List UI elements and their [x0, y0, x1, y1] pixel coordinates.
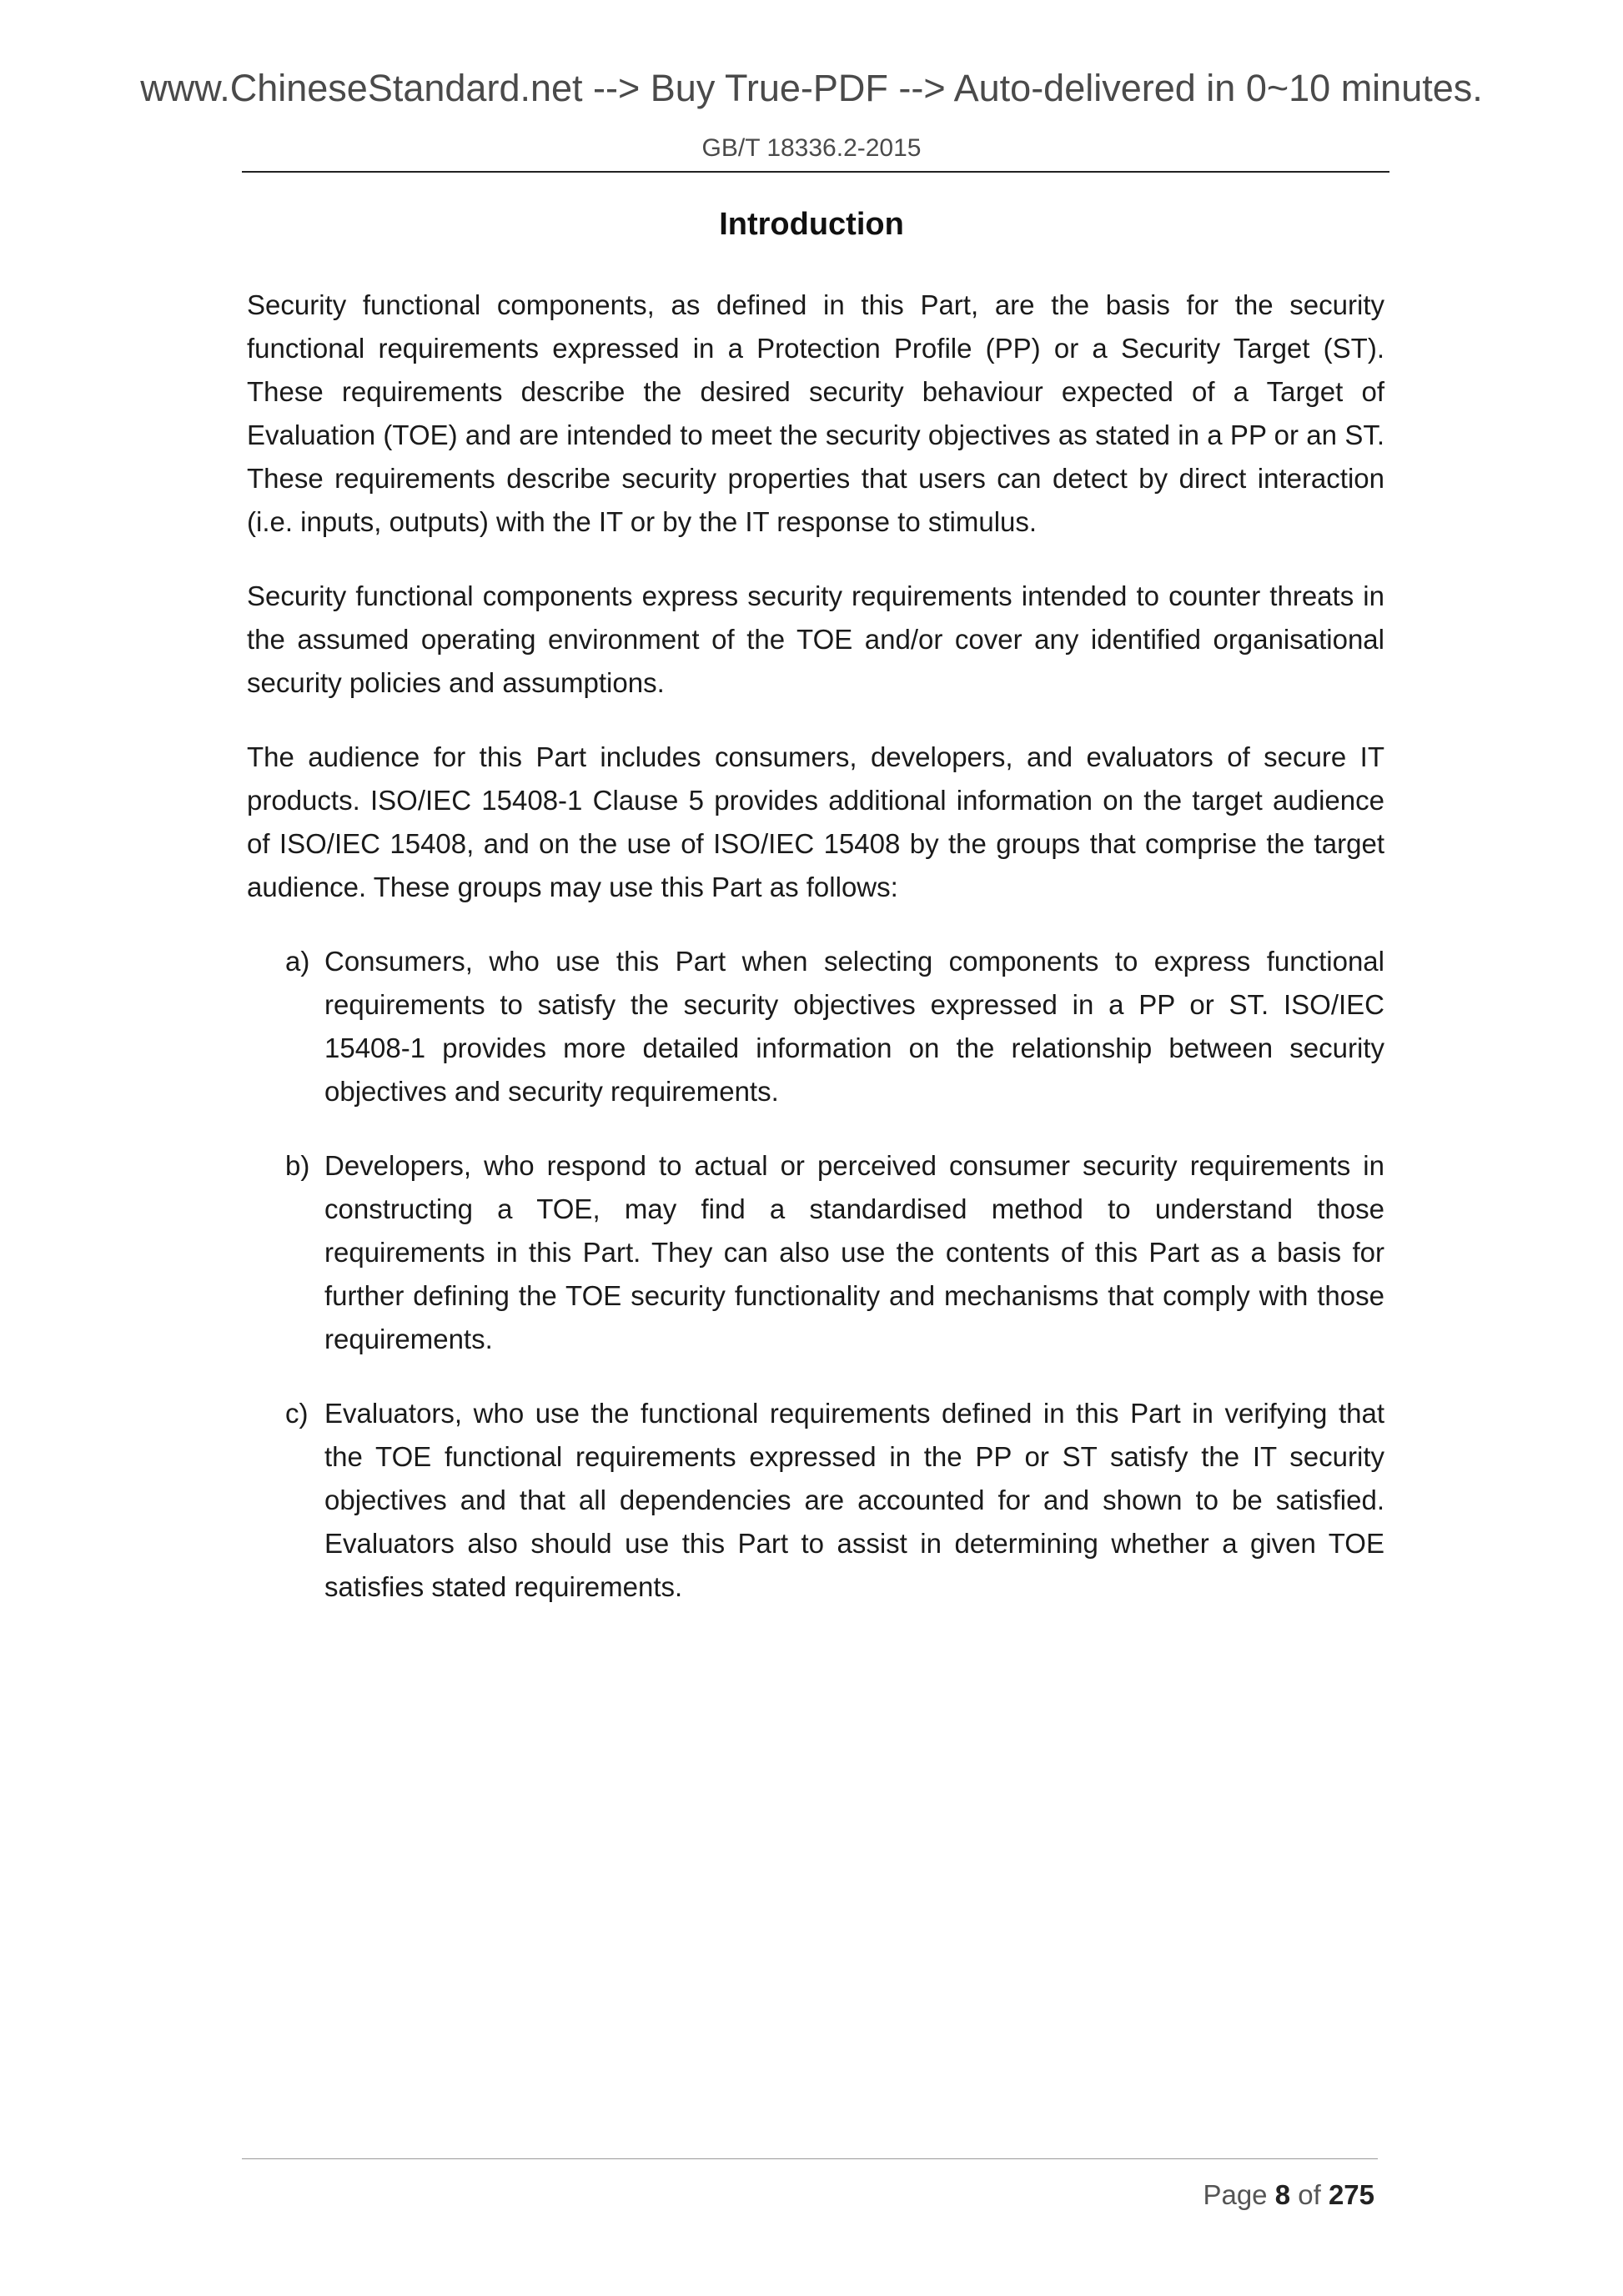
list-marker: a)	[285, 946, 310, 977]
list-item-text: Developers, who respond to actual or perceived consumer security requirements in constructing a TOE, may find a standardised method to understand those requirements in this Part. They can also use the contents of this Part as a basis for further defining the TOE security functionality and mechanisms that comply with those requirements.	[324, 1150, 1384, 1354]
footer-divider	[242, 2158, 1378, 2159]
audience-list	[247, 940, 1384, 1609]
paragraph: Security functional components, as defined in this Part, are the basis for the security functional requirements expressed in a Protection Profile (PP) or a Security Target (ST). These requirements describe the desired security behaviour expected of a Target of Evaluation (TOE) and are intended to meet the security objectives as stated in a PP or an ST. These requirements describe security properties that users can detect by direct interaction (i.e. inputs, outputs) with the IT or by the IT response to stimulus.	[247, 289, 1384, 537]
list-marker: c)	[285, 1398, 309, 1429]
list-item	[247, 1392, 1384, 1609]
paragraph: Security functional components express security requirements intended to counter threats in the assumed operating environment of the TOE and/or cover any identified organisational security policies and assumptions.	[247, 580, 1384, 698]
of-word: of	[1298, 2179, 1321, 2210]
page-word: Page	[1203, 2179, 1268, 2210]
list-item-text: Evaluators, who use the functional requirements defined in this Part in verifying that the TOE functional requirements expressed in the PP or ST satisfy the IT security objectives and that all dependencies are accounted for and shown to be satisfied. Evaluators also should use this Part to assist in determining whether a given TOE satisfies stated requirements.	[324, 1398, 1384, 1602]
list-item	[247, 1144, 1384, 1361]
header-divider	[242, 171, 1389, 173]
list-marker: b)	[285, 1150, 310, 1181]
source-banner: www.ChineseStandard.net --> Buy True-PDF --> Auto-delivered in 0~10 minutes.	[140, 67, 1483, 109]
document-code: GB/T 18336.2-2015	[701, 134, 922, 162]
list-item-text: Consumers, who use this Part when selecting components to express functional requirements to satisfy the security objectives expressed in a PP or ST. ISO/IEC 15408-1 provides more detailed information on the relationship between security objectives and security requirements.	[324, 946, 1384, 1107]
list-item	[247, 940, 1384, 1113]
page-indicator	[1203, 2177, 1374, 2213]
body-content	[247, 284, 1384, 1640]
total-pages-number: 275	[1328, 2179, 1374, 2210]
section-title: Introduction	[719, 207, 904, 242]
current-page-number: 8	[1274, 2179, 1291, 2210]
paragraph: The audience for this Part includes consumers, developers, and evaluators of secure IT products. ISO/IEC 15408-1 Clause 5 provides additional information on the target audience of ISO/IEC 15408, and on the use of ISO/IEC 15408 by the groups that comprise the target audience. These groups may use this Part as follows:	[247, 741, 1384, 902]
